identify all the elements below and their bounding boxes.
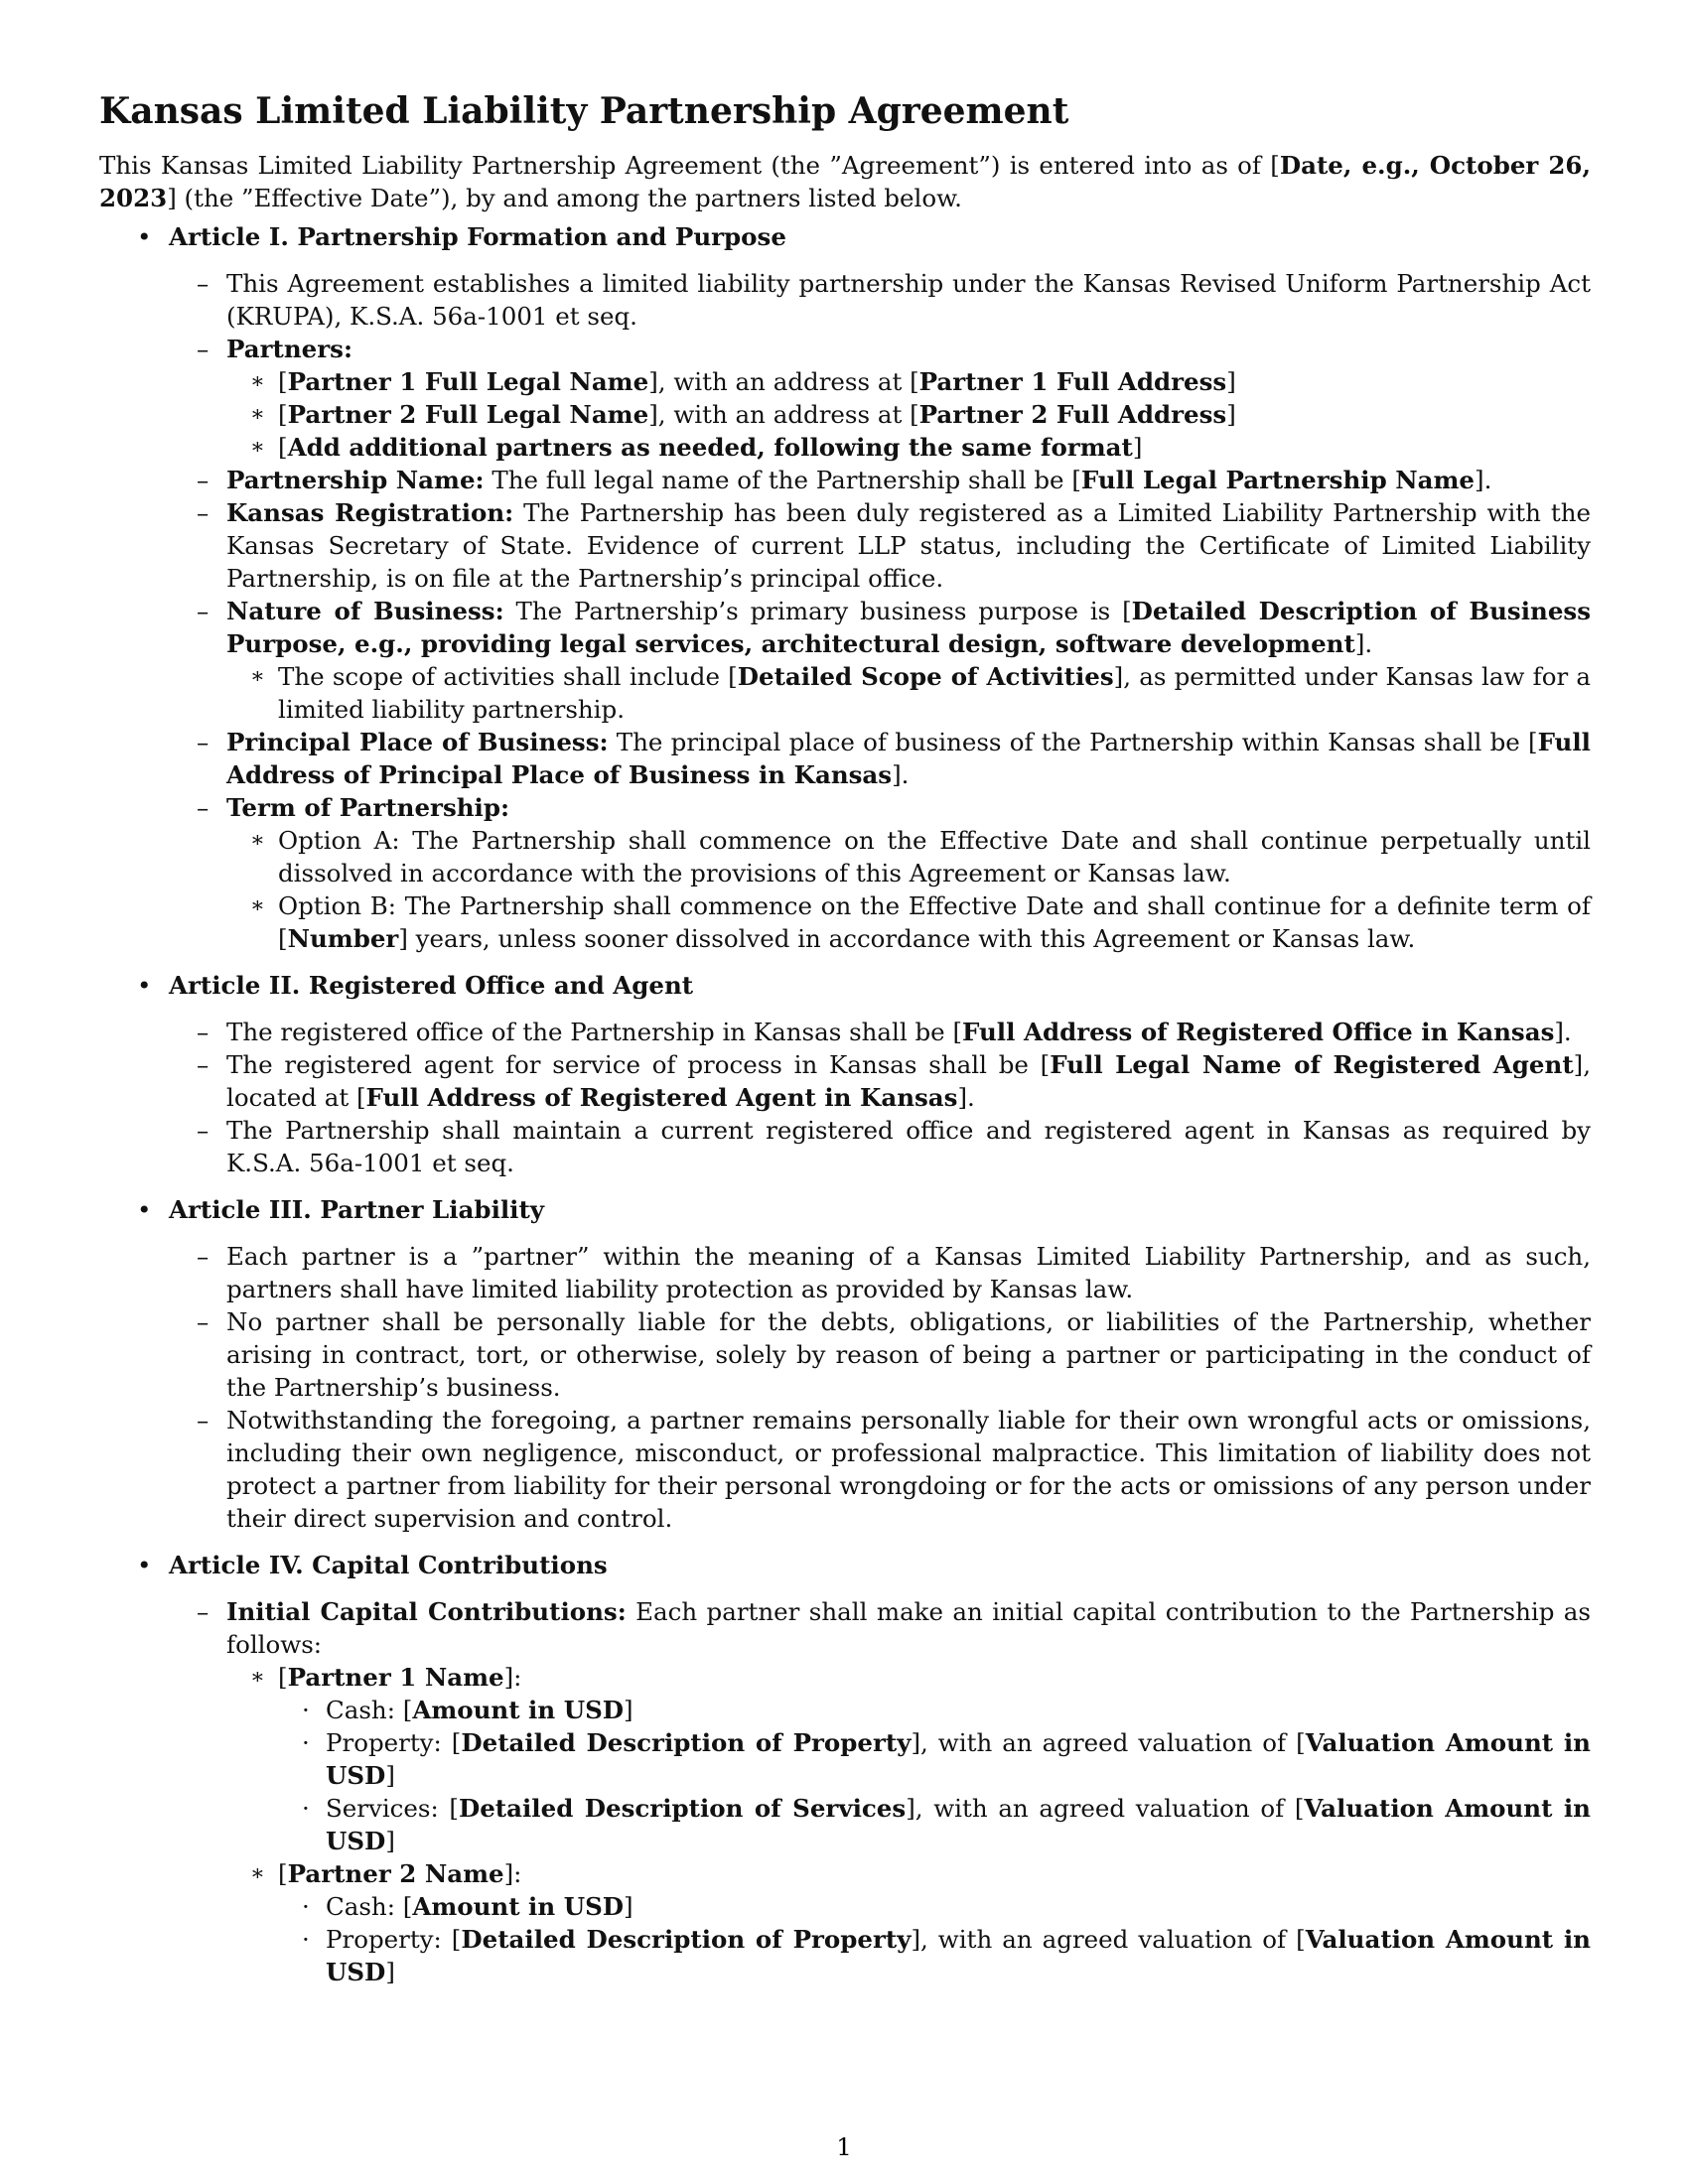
bullet-icon: •: [137, 222, 152, 251]
article-2-title: Article II. Registered Office and Agent: [169, 971, 694, 1000]
dash-icon: –: [197, 269, 210, 298]
property-item: · Property: [Detailed Description of Property], with an agreed valuation of [Valuation Amount in USD]: [302, 1925, 1591, 1986]
list-item: – Each partner is a ”partner” within the meaning of a Kansas Limited Liability Partnership, and as such, partners shall have limited liability protection as provided by Kansas law.: [197, 1242, 1591, 1303]
partner-1-contribution: ∗ [Partner 1 Name]: · Cash: [Amount in USD] · Property: [Detailed Description of Property], with an agreed valuation of [Valuation Amount in USD] · Services: [Detailed Description of Services], with an agreed valuation of [Valuation Amount in USD]: [250, 1663, 1591, 1855]
article-4: [99, 1549, 1591, 1988]
asterisk-icon: ∗: [250, 369, 265, 394]
article-2: [99, 969, 1591, 1179]
article-1-title: Article I. Partnership Formation and Purpose: [169, 222, 786, 251]
list-item: – No partner shall be personally liable for the debts, obligations, or liabilities of the Partnership, whether arising in contract, tort, or otherwise, solely by reason of being a partner or participating in the conduct of the Partnership’s business.: [197, 1307, 1591, 1402]
option-a-item: ∗ Option A: The Partnership shall commence on the Effective Date and shall continue perpetually until dissolved in accordance with the provisions of this Agreement or Kansas law.: [250, 826, 1591, 887]
dot-icon: ·: [302, 1892, 310, 1921]
term-item: – Term of Partnership: ∗ Option A: The Partnership shall commence on the Effective Date and shall continue perpetually until dissolved in accordance with the provisions of this Agreement or Kansas law. ∗ Option B: The Partnership shall commence on the Effective Date and shall continue for a definite term of [Number] years, unless sooner dissolved in accordance with this Agreement or Kansas law.: [197, 793, 1591, 953]
bullet-icon: •: [137, 1551, 152, 1579]
bullet-icon: •: [137, 1195, 152, 1224]
nature-of-business-item: – Nature of Business: The Partnership’s primary business purpose is [Detailed Description of Business Purpose, e.g., providing legal services, architectural design, software development]. ∗ The scope of activities shall include [Detailed Scope of Activities], as permitted under Kansas law for a limited liability partnership.: [197, 597, 1591, 724]
partner-more-item: ∗ [Add additional partners as needed, following the same format]: [250, 433, 1143, 462]
dash-icon: –: [197, 1050, 210, 1079]
registered-agent-item: – The registered agent for service of process in Kansas shall be [Full Legal Name of Registered Agent], located at [Full Address of Registered Agent in Kansas].: [197, 1050, 1591, 1112]
dash-icon: –: [197, 793, 210, 822]
partner-1-item: ∗ [Partner 1 Full Legal Name], with an address at [Partner 1 Full Address]: [250, 367, 1236, 396]
cash-item: · Cash: [Amount in USD]: [302, 1892, 633, 1921]
asterisk-icon: ∗: [250, 1665, 265, 1690]
dash-icon: –: [197, 597, 210, 625]
services-item: · Services: [Detailed Description of Services], with an agreed valuation of [Valuation Amount in USD]: [302, 1794, 1591, 1855]
list-item: – Notwithstanding the foregoing, a partner remains personally liable for their own wrongful acts or omissions, including their own negligence, misconduct, or professional malpractice. This limitation of liability does not protect a partner from liability for their personal wrongdoing or for the acts or omissions of any person under their direct supervision and control.: [197, 1406, 1591, 1533]
page-number: 1: [836, 2132, 852, 2161]
asterisk-icon: ∗: [250, 402, 265, 427]
asterisk-icon: ∗: [250, 1861, 265, 1886]
asterisk-icon: ∗: [250, 828, 265, 853]
dash-icon: –: [197, 1116, 210, 1145]
principal-place-item: – Principal Place of Business: The principal place of business of the Partnership within Kansas shall be [Full Address of Principal Place of Business in Kansas].: [197, 728, 1591, 789]
dot-icon: ·: [302, 1925, 310, 1954]
dash-icon: –: [197, 466, 210, 494]
option-b-item: ∗ Option B: The Partnership shall commence on the Effective Date and shall continue for a definite term of [Number] years, unless sooner dissolved in accordance with this Agreement or Kansas law.: [250, 891, 1591, 953]
dot-icon: ·: [302, 1696, 310, 1724]
dash-icon: –: [197, 1307, 210, 1336]
partners-item: – Partners: ∗ [Partner 1 Full Legal Name], with an address at [Partner 1 Full Address] ∗ [Partner 2 Full Legal Name], with an address at [Partner 2 Full Address] ∗ [Add additional partners as needed, following the same format]: [169, 333, 1591, 464]
dash-icon: –: [197, 335, 210, 363]
list-item: – The Partnership shall maintain a current registered office and registered agent in Kansas as required by K.S.A. 56a-1001 et seq.: [197, 1116, 1591, 1177]
article-4-title: Article IV. Capital Contributions: [169, 1551, 608, 1579]
intro-paragraph: This Kansas Limited Liability Partnership Agreement (the ”Agreement”) is entered into as of [Date, e.g., October 26, 2023] (the ”Effective Date”), by and among the partners listed below.: [99, 151, 1591, 212]
asterisk-icon: ∗: [250, 435, 265, 460]
dash-icon: –: [197, 1597, 210, 1626]
scope-item: ∗ The scope of activities shall include [Detailed Scope of Activities], as permitted under Kansas law for a limited liability partnership.: [250, 662, 1591, 724]
asterisk-icon: ∗: [250, 893, 265, 918]
registration-item: – Kansas Registration: The Partnership has been duly registered as a Limited Liability Partnership with the Kansas Secretary of State. Evidence of current LLP status, including the Certificate of Limited Liability Partnership, is on file at the Partnership’s principal office.: [197, 498, 1591, 593]
initial-contributions-item: – Initial Capital Contributions: Each partner shall make an initial capital contribution to the Partnership as follows: ∗ [Partner 1 Name]: · Cash: [Amount in USD] · Property: [Detailed Description of Property], with an agreed valuation of [Valuation Amount in USD] · Services: [Detailed Description of Services], with an agreed valuation of [Valuation Amount in USD] ∗ [Partner 2 Name]: · Cash: [Amount in USD] · Property: [Detailed Description of Property], with an agreed valuation of [Valuation Amount in USD]: [197, 1597, 1591, 1986]
dash-icon: –: [197, 498, 210, 527]
cash-item: · Cash: [Amount in USD]: [302, 1696, 633, 1724]
articles-list: [99, 220, 1591, 1988]
dash-icon: –: [197, 1018, 210, 1046]
asterisk-icon: ∗: [250, 664, 265, 689]
effective-date-placeholder: Date, e.g., October 26, 2023: [99, 151, 1591, 212]
list-item: – This Agreement establishes a limited liability partnership under the Kansas Revised Uniform Partnership Act (KRUPA), K.S.A. 56a-1001 et seq.: [197, 269, 1591, 331]
partnership-name-item: – Partnership Name: The full legal name of the Partnership shall be [Full Legal Partnership Name].: [197, 466, 1492, 494]
registered-office-item: – The registered office of the Partnership in Kansas shall be [Full Address of Registered Office in Kansas].: [197, 1018, 1572, 1046]
article-3-title: Article III. Partner Liability: [169, 1195, 545, 1224]
dash-icon: –: [197, 1406, 210, 1434]
dash-icon: –: [197, 1242, 210, 1271]
property-item: · Property: [Detailed Description of Property], with an agreed valuation of [Valuation Amount in USD]: [302, 1728, 1591, 1790]
article-3: [99, 1193, 1591, 1535]
article-1: [99, 220, 1591, 955]
document-page: [99, 87, 1591, 2002]
partner-2-item: ∗ [Partner 2 Full Legal Name], with an address at [Partner 2 Full Address]: [250, 400, 1236, 429]
dash-icon: –: [197, 728, 210, 756]
partner-2-contribution: ∗ [Partner 2 Name]: · Cash: [Amount in USD] · Property: [Detailed Description of Property], with an agreed valuation of [Valuation Amount in USD]: [250, 1859, 1591, 1986]
dot-icon: ·: [302, 1728, 310, 1757]
document-title: Kansas Limited Liability Partnership Agreement: [99, 90, 1069, 132]
bullet-icon: •: [137, 971, 152, 1000]
dot-icon: ·: [302, 1794, 310, 1823]
